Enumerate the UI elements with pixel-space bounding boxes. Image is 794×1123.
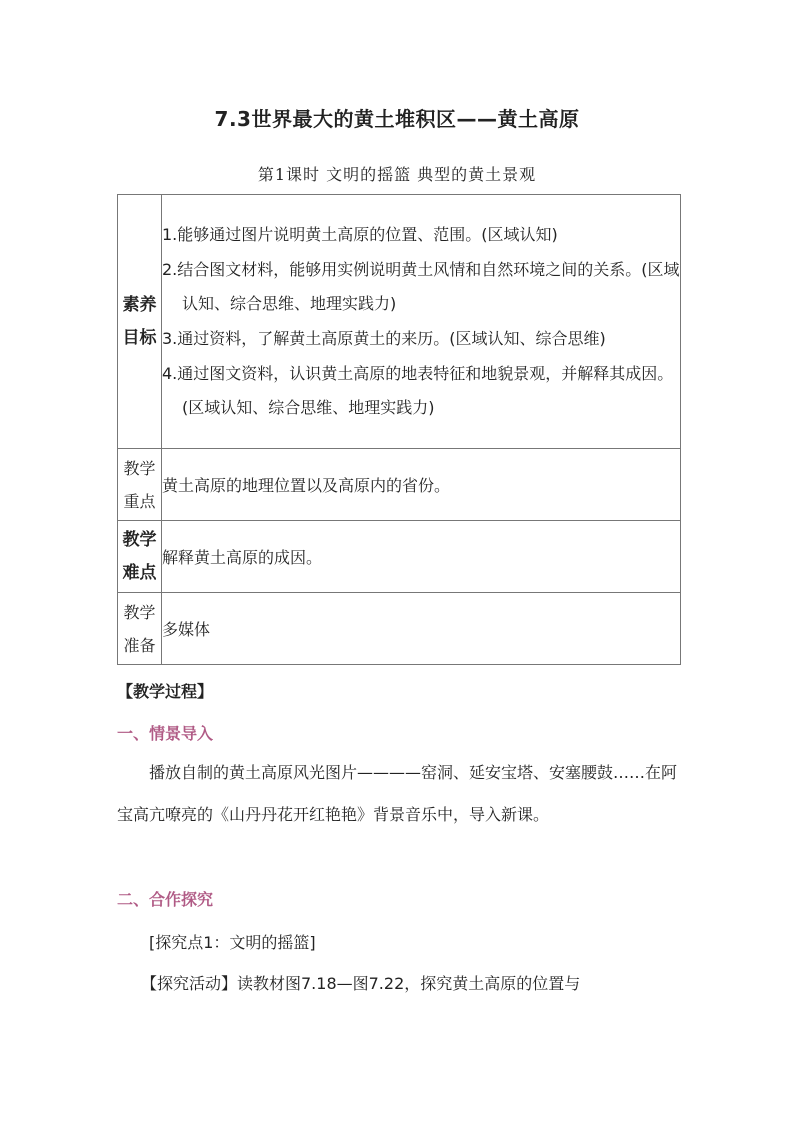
objectives-label-line-1: 素养 — [122, 294, 157, 315]
explore-activity-text: 【探究活动】读教材图7.18—图7.22，探究黄土高原的位置与 — [141, 974, 581, 993]
prep-label-line-1: 教学 — [123, 602, 156, 622]
key-label-line-1: 教学 — [123, 458, 156, 478]
document-title: 7.3世界最大的黄土堆积区——黄土高原 — [214, 107, 580, 131]
objective-item: 4.通过图文资料，认识黄土高原的地表特征和地貌景观，并解释其成因。(区域认知、综合思维、地理实践力) — [162, 363, 674, 417]
key-points-row — [118, 449, 681, 521]
objective-item: 1.能够通过图片说明黄土高原的位置、范围。(区域认知) — [162, 224, 558, 244]
objective-item: 2.结合图文材料，能够用实例说明黄土风情和自然环境之间的关系。(区域认知、综合思维、地理实践力) — [162, 259, 680, 313]
section-intro-text: 播放自制的黄土高原风光图片————窑洞、延安宝塔、安塞腰鼓……在阿宝高亢嘹亮的《山丹丹花开红艳艳》背景音乐中，导入新课。 — [117, 763, 678, 824]
objectives-content — [162, 195, 681, 449]
key-points-label — [118, 449, 162, 521]
key-label-line-2: 重点 — [123, 491, 156, 511]
preparation-label — [118, 593, 162, 665]
difficult-points-row — [118, 521, 681, 593]
difficult-label-line-2: 难点 — [122, 562, 157, 583]
lesson-subtitle: 第1课时 文明的摇篮 典型的黄土景观 — [257, 165, 537, 184]
lesson-info-table — [117, 194, 681, 665]
objectives-label — [118, 195, 162, 449]
difficult-points-label — [118, 521, 162, 593]
preparation-row — [118, 593, 681, 665]
section-intro-heading: 一、情景导入 — [117, 724, 214, 743]
objective-item: 3.通过资料，了解黄土高原黄土的来历。(区域认知、综合思维) — [162, 328, 606, 348]
difficult-points-content: 解释黄土高原的成因。 — [162, 521, 681, 593]
teaching-process-heading: 【教学过程】 — [117, 682, 214, 701]
prep-label-line-2: 准备 — [123, 635, 156, 655]
objectives-label-line-2: 目标 — [122, 327, 157, 348]
objectives-row — [118, 195, 681, 449]
key-points-content: 黄土高原的地理位置以及高原内的省份。 — [162, 449, 681, 521]
preparation-content: 多媒体 — [162, 593, 681, 665]
section-explore-heading: 二、合作探究 — [117, 890, 214, 909]
difficult-label-line-1: 教学 — [122, 529, 157, 550]
explore-point-label: [探究点1：文明的摇篮] — [149, 933, 316, 952]
